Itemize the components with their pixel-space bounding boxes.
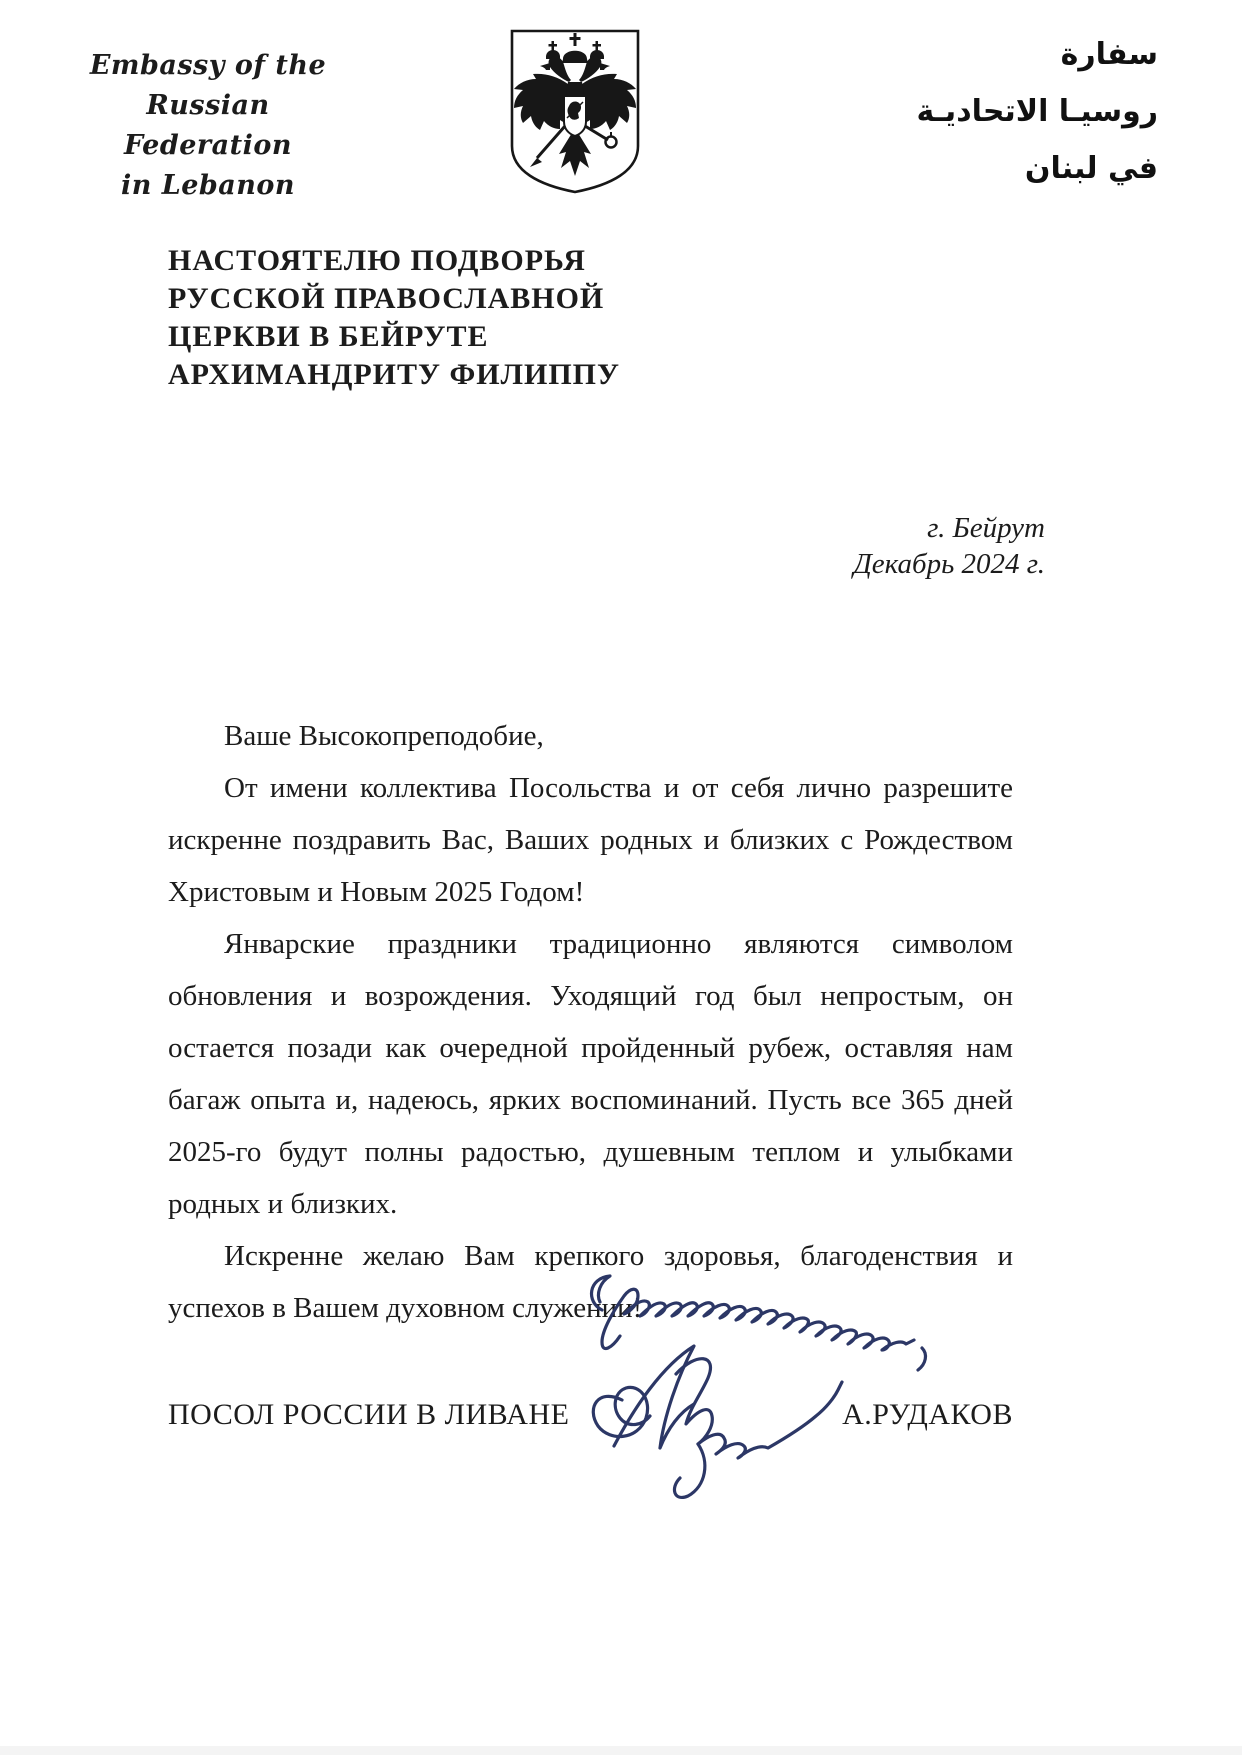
salutation: Ваше Высокопреподобие, xyxy=(224,720,544,752)
embassy-name-latin-line1: Embassy of the xyxy=(89,50,327,81)
embassy-name-arabic-line2: روسيـا الاتحاديـة xyxy=(916,94,1158,129)
letter-body xyxy=(168,710,1013,1334)
dateline-place: г. Бейрут xyxy=(927,512,1045,544)
embassy-name-arabic-line1: سفارة xyxy=(1060,37,1158,72)
sender-name: А.РУДАКОВ xyxy=(842,1398,1013,1431)
addressee-line: НАСТОЯТЕЛЮ ПОДВОРЬЯ xyxy=(168,244,586,277)
embassy-name-arabic xyxy=(838,26,1158,197)
addressee-line: РУССКОЙ ПРАВОСЛАВНОЙ xyxy=(168,282,605,315)
body-paragraph: Январские праздники традиционно являются символом обновления и возрождения. Уходящий год был непростым, он остается позади как очередной пройденный рубеж, оставляя нам багаж опыта и, надеюсь, ярких воспоминаний. Пусть все 365 дней 2025-го будут полны радостью, душевным теплом и улыбками родных и близких. xyxy=(168,928,1013,1220)
addressee-line: АРХИМАНДРИТУ ФИЛИППУ xyxy=(168,358,621,391)
dateline-block xyxy=(853,510,1045,582)
closing-scribble xyxy=(592,1276,926,1370)
embassy-name-latin-line2: Russian Federation xyxy=(123,90,292,161)
addressee-line: ЦЕРКВИ В БЕЙРУТЕ xyxy=(168,320,489,353)
handwritten-signature xyxy=(558,1250,970,1508)
autograph-scribble xyxy=(593,1346,842,1497)
addressee-block xyxy=(168,242,620,394)
embassy-name-latin-line3: in Lebanon xyxy=(120,170,296,201)
russian-coat-of-arms-icon xyxy=(504,28,646,196)
body-paragraph: Искренне желаю Вам крепкого здоровья, благоденствия и успехов в Вашем духовном служении! xyxy=(168,1240,1013,1324)
scan-edge-artifact xyxy=(0,1746,1242,1755)
dateline-date: Декабрь 2024 г. xyxy=(853,548,1045,580)
sender-title: ПОСОЛ РОССИИ В ЛИВАНЕ xyxy=(168,1398,570,1431)
embassy-name-arabic-line3: في لبنان xyxy=(1024,151,1158,186)
embassy-name-latin xyxy=(58,46,358,206)
body-paragraph: От имени коллектива Посольства и от себя лично разрешите искренне поздравить Вас, Ваших родных и близких с Рождеством Христовым и Новым 2025 Годом! xyxy=(168,772,1013,908)
